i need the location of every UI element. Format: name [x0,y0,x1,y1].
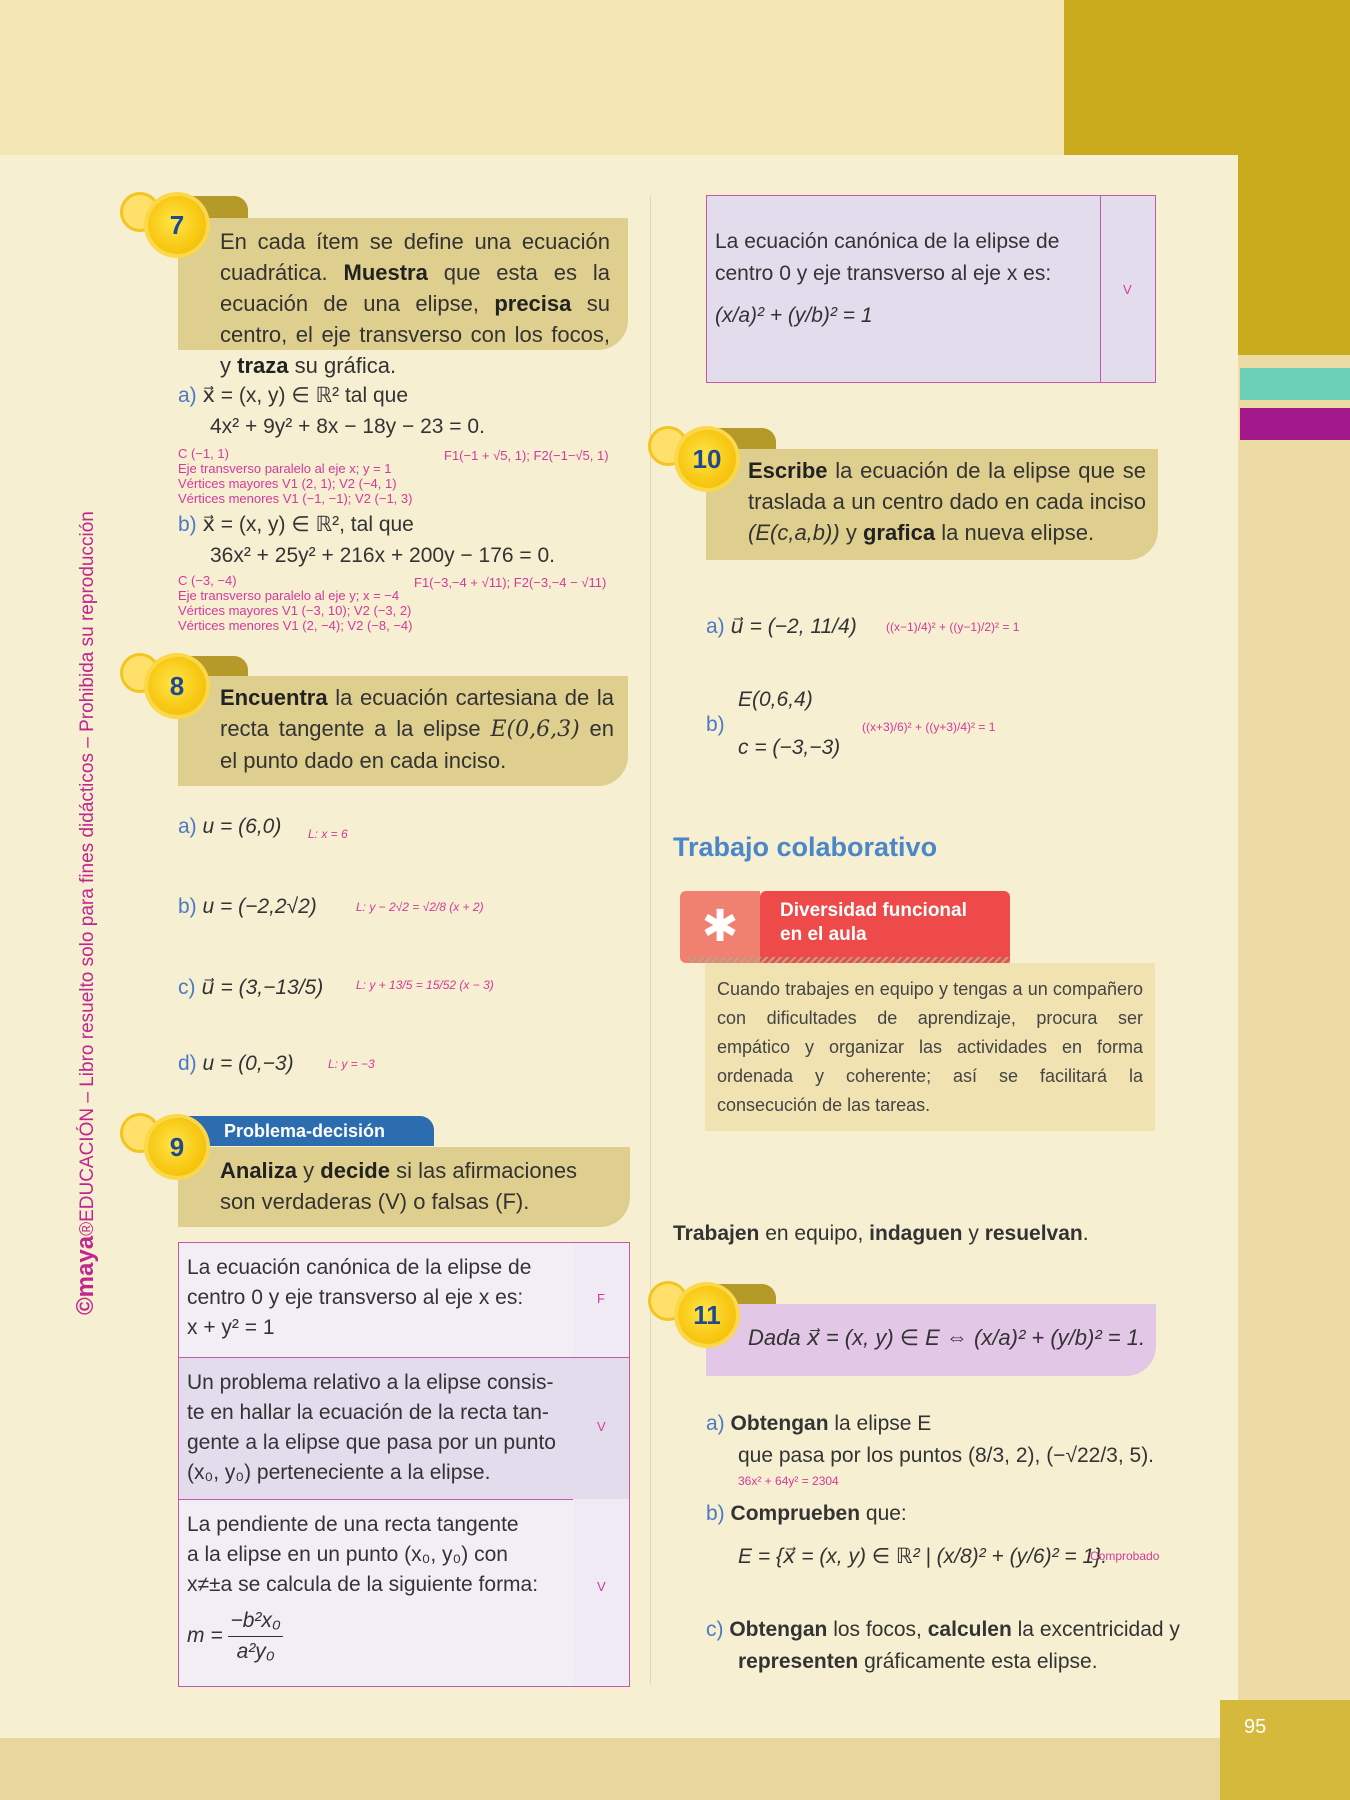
exercise-7a-foci: F1(−1 + √5, 1); F2(−1−√5, 1) [444,448,609,463]
collab-heading: Trabajo colaborativo [673,832,938,862]
answer-f: F [597,1291,605,1306]
exercise-7b-foci: F1(−3,−4 + √11); F2(−3,−4 − √11) [414,575,607,590]
answer-v: V [597,1419,606,1434]
exercise-7a-line1: a) x⃗ = (x, y) ∈ ℝ² tal que [178,384,409,407]
true-false-table [178,1242,630,1687]
exercise-7a-answer: C (−1, 1) Eje transverso paralelo al eje x; y = 1 Vértices mayores V1 (2, 1); V2 (−4, 1) Vértices menores V1 (−1, −1); V2 (−1, 3) [178,446,413,506]
page-number: 95 [1244,1716,1267,1738]
exercise-9-statement: Analiza y decide si las afirmaciones son verdaderas (V) o falsas (F). [178,1147,630,1227]
exercise-11-statement: Dada x⃗ = (x, y) ∈ E ⇔ (x/a)² + (y/b)² = 1. [706,1304,1156,1376]
exercise-11c-line2: representen gráficamente esta elipse. [738,1650,1098,1673]
exercise-8c: c) u⃗ = (3,−13/5) [178,976,324,999]
exercise-11b-set: E = {x⃗ = (x, y) ∈ ℝ² | (x/8)² + (y/6)² = 1}. [738,1545,1108,1568]
answer-v: V [1123,282,1132,297]
right-teal-tab [1240,368,1350,400]
exercise-7a-equation: 4x² + 9y² + 8x − 18y − 23 = 0. [210,415,485,438]
table-row: La ecuación canónica de la elipse de centro 0 y eje transverso al eje x es: x + y² = 1 [179,1243,573,1357]
exercise-7-statement: En cada ítem se define una ecuación cuadrática. Muestra que esta es la ecuación de una elipse, precisa su centro, el eje transverso con los focos, y traza su gráfica. [178,218,628,350]
exercise-number-8: 8 [148,657,206,715]
table-row: Un problema relativo a la elipse consis- te en hallar la ecuación de la recta tan- gente a la elipse que pasa por un punto (x₀, y₀) perteneciente a la elipse. [179,1357,573,1499]
exercise-number-7: 7 [148,196,206,254]
team-instruction: Trabajen en equipo, indaguen y resuelvan. [673,1222,1089,1245]
exercise-number-10: 10 [678,430,736,488]
exercise-8-statement: Encuentra la ecuación cartesiana de la recta tangente a la elipse E(0,6,3) en el punto dado en cada inciso. [178,676,628,786]
exercise-10-statement: Escribe la ecuación de la elipse que se traslada a un centro dado en cada inciso (E(c,a,b)) y grafica la nueva elipse. [706,449,1158,560]
right-magenta-tab [1240,408,1350,440]
exercise-8b-answer: L: y − 2√2 = √2/8 (x + 2) [356,900,484,914]
exercise-11b-line1: b) Comprueben que: [706,1502,907,1525]
bottom-band [0,1738,1350,1800]
page-number-box [1220,1700,1350,1800]
exercise-11b-answer: Comprobado [1090,1549,1160,1563]
copyright-side-text [72,511,100,1315]
exercise-10a: a) u⃗ = (−2, 11/4) [706,615,857,638]
exercise-8c-answer: L: y + 13/5 = 15/52 (x − 3) [356,978,494,992]
exercise-8d: d) u = (0,−3) [178,1052,294,1075]
problem-decision-tab: Problema-decisión [178,1116,434,1146]
exercise-11c-line1: c) Obtengan los focos, calculen la excentricidad y [706,1618,1180,1641]
exercise-10b-answer: ((x+3)/6)² + ((y+3)/4)² = 1 [862,720,996,734]
table-column-divider [1100,196,1101,382]
exercise-10a-answer: ((x−1)/4)² + ((y−1)/2)² = 1 [886,620,1020,634]
asterisk-icon: ✱ [680,891,760,963]
exercise-11a-line1: a) Obtengan la elipse E [706,1412,932,1435]
exercise-8a-answer: L: x = 6 [308,827,348,841]
table-row: La pendiente de una recta tangente a la elipse en un punto (x₀, y₀) con x≠±a se calcula de la siguiente forma: m = $\frac{\text{−b²x₀}}{\text{a²y₀}}$ [179,1499,573,1686]
diversity-banner: Diversidad funcional en el aula [760,891,1010,963]
exercise-11a-line2: que pasa por los puntos (8/3, 2), (−√22/3, 5). [738,1444,1155,1467]
diversity-note: Cuando trabajes en equipo y tengas a un compañero con dificultades de aprendizaje, procura ser empático y organizar las actividades en forma ordenada y coherente; así se facilitará la consecución de las tareas. [705,963,1155,1131]
exercise-7b-equation: 36x² + 25y² + 216x + 200y − 176 = 0. [210,544,555,567]
exercise-10b-ellipse: E(0,6,4) [738,688,813,711]
exercise-7b-answer: C (−3, −4) Eje transverso paralelo al eje y; x = −4 Vértices mayores V1 (−3, 10); V2 (−3, 2) Vértices menores V1 (2, −4); V2 (−8, −4) [178,573,413,633]
exercise-number-11: 11 [678,1286,736,1344]
exercise-8b: b) u = (−2,2√2) [178,895,317,918]
copyright-text: ®EDUCACIÓN – Libro resuelto solo para fines didácticos – Prohibida su reproducción [77,511,98,1236]
exercise-10b-label: b) [706,713,725,736]
table-row: La ecuación canónica de la elipse de centro 0 y eje transverso al eje x es: (x/a)² + (y/b)² = 1 [715,230,1060,327]
answer-v: V [597,1579,606,1594]
exercise-7b-line1: b) x⃗ = (x, y) ∈ ℝ², tal que [178,513,414,536]
true-false-table-top [706,195,1156,383]
slope-formula: m = $\frac{\text{−b²x₀}}{\text{a²y₀}}$ [187,1606,565,1667]
exercise-10b-center: c = (−3,−3) [738,736,841,759]
column-divider [650,195,651,1685]
exercise-11a-answer: 36x² + 64y² = 2304 [738,1474,839,1488]
brand-logo: ©maya [72,1235,99,1315]
exercise-8d-answer: L: y = −3 [328,1057,375,1071]
exercise-number-9: 9 [148,1118,206,1176]
exercise-8a: a) u = (6,0) [178,815,282,838]
top-band [0,0,1064,155]
